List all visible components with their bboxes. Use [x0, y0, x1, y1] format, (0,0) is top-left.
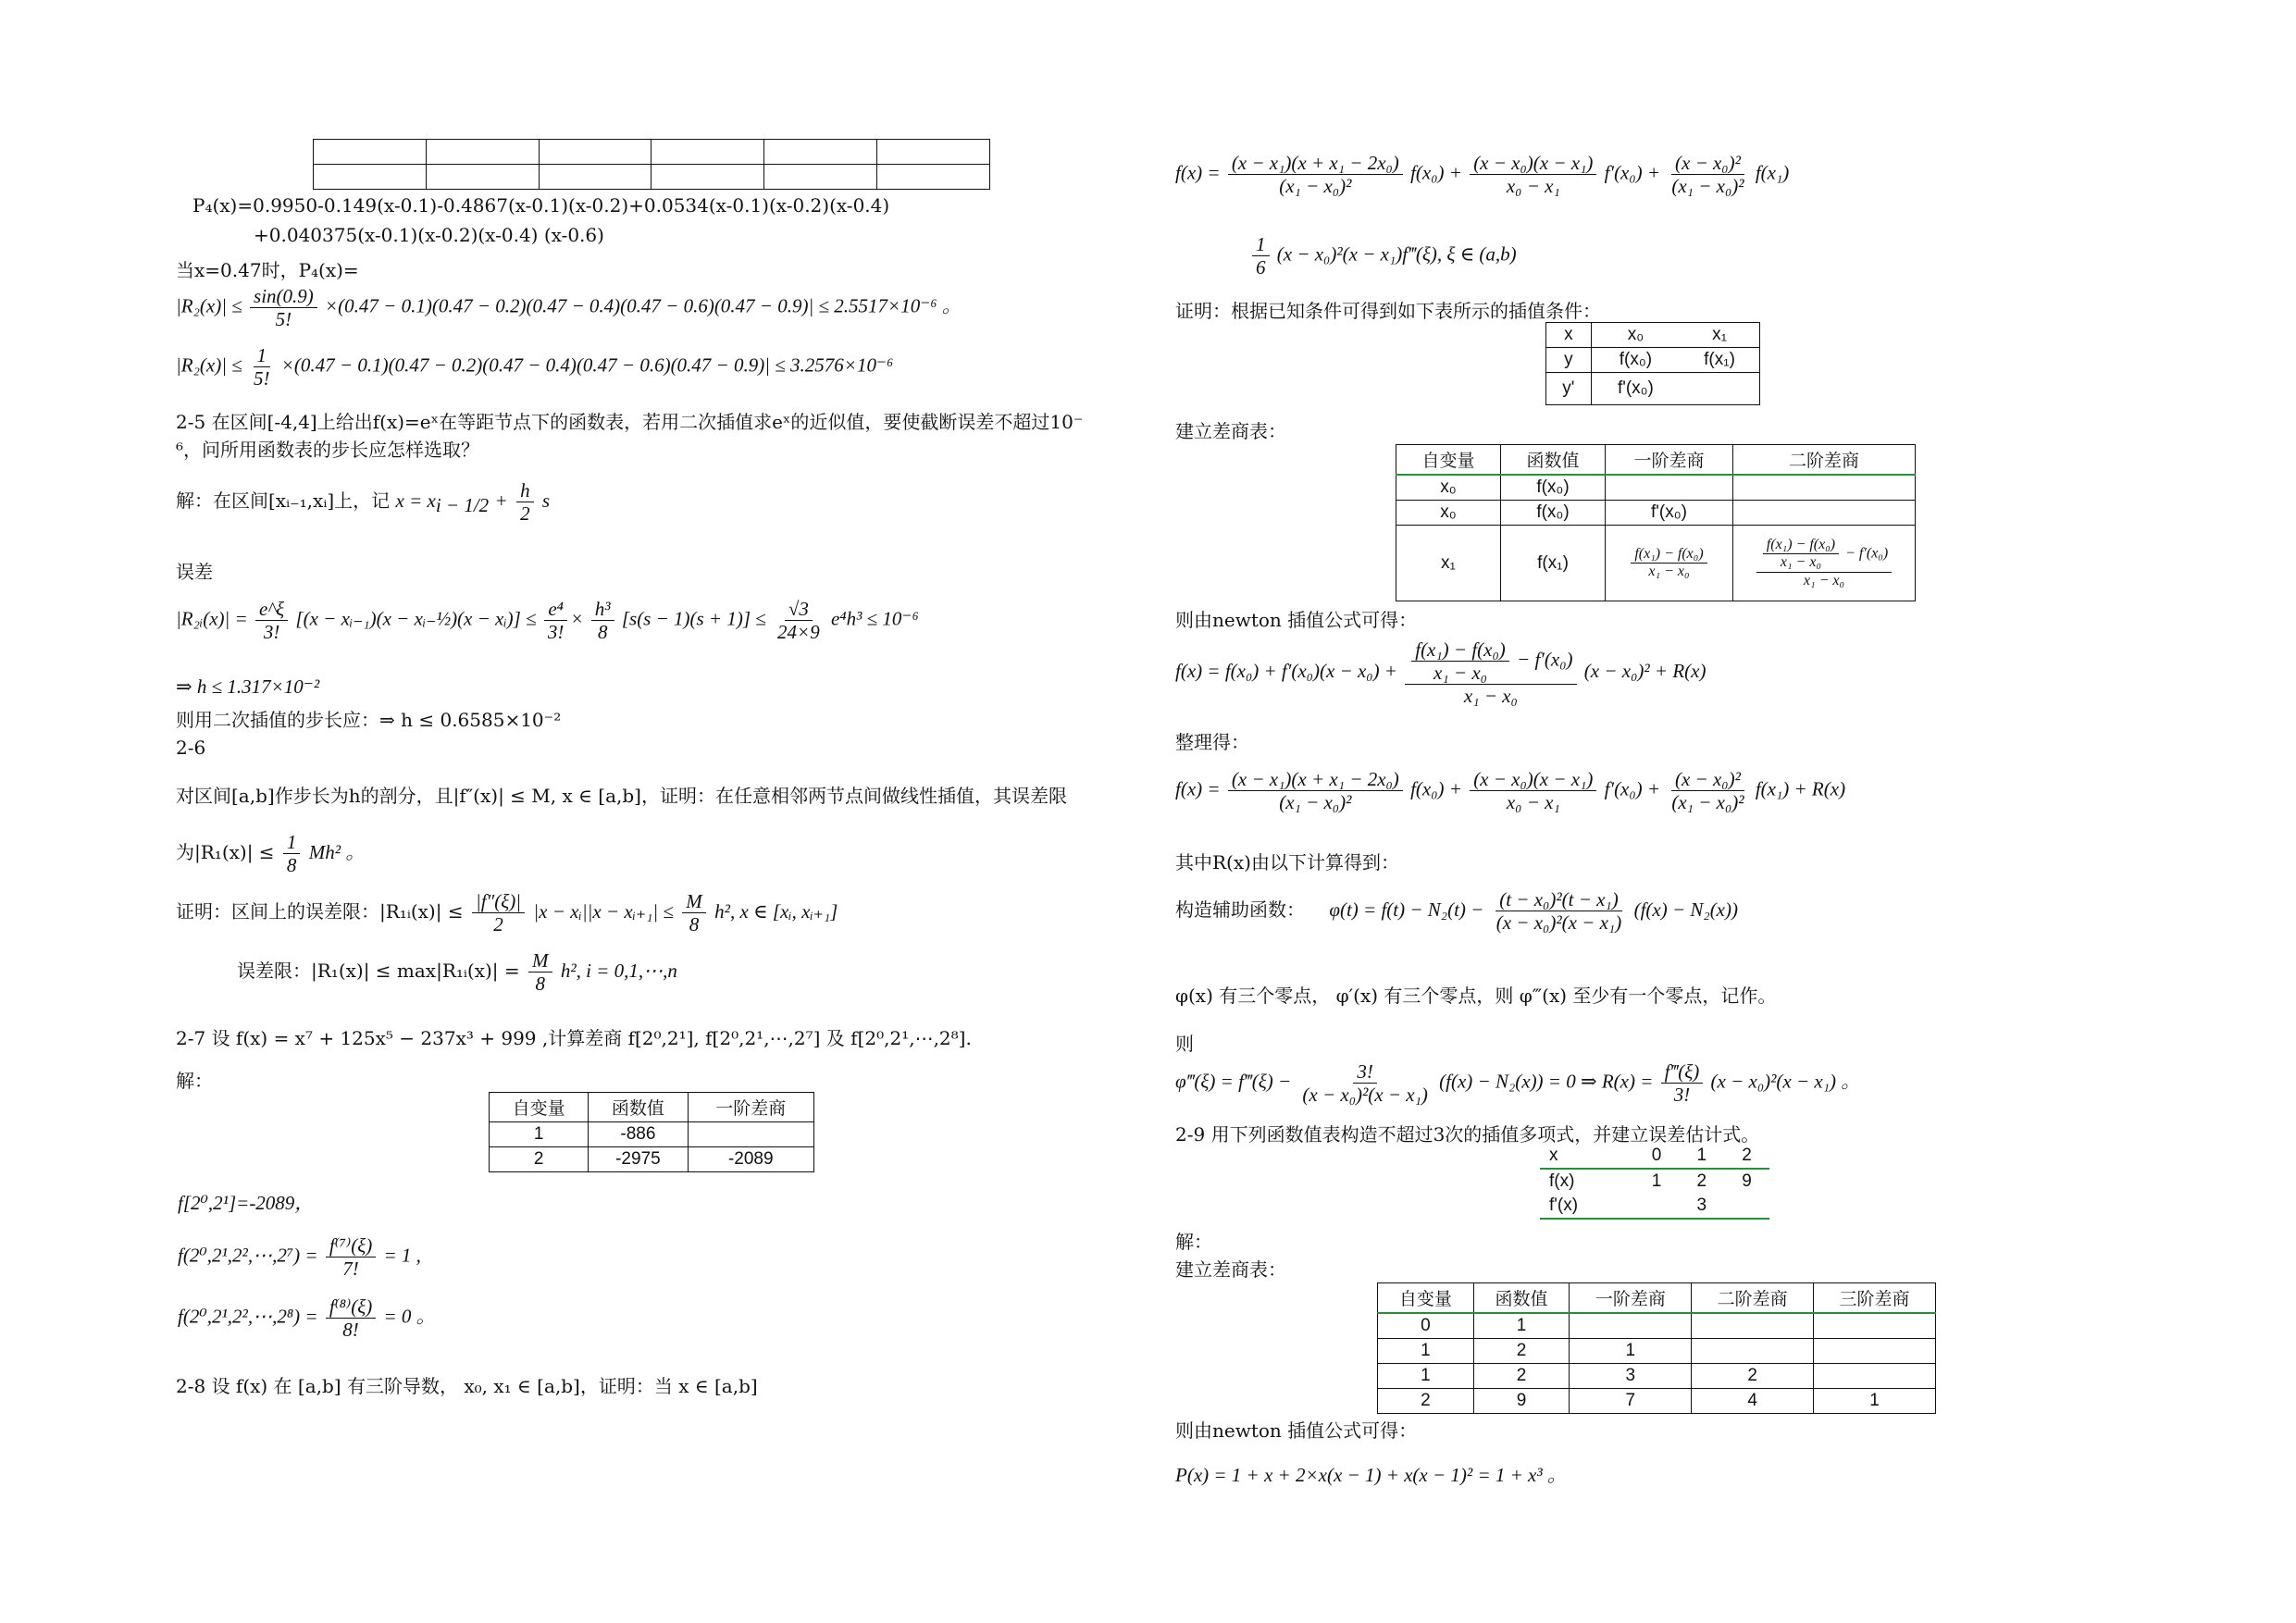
simp-t2-f: f′(x₀) +: [1604, 777, 1661, 800]
d1-num: f(x₁) − f(x₀): [1631, 546, 1706, 564]
cell: 1: [1814, 1389, 1936, 1414]
cell: [1692, 1339, 1814, 1364]
r2-b-frac: [250, 344, 274, 390]
cell: 1: [1570, 1339, 1692, 1364]
cell: 1: [1473, 1313, 1570, 1339]
cell: x₁: [1396, 526, 1501, 601]
empty-value-table: [313, 139, 990, 190]
proof-m-frac: [682, 890, 706, 935]
cell: 2: [1696, 1171, 1707, 1191]
table-row: [1546, 323, 1760, 348]
first-order-difference-cell: [1606, 526, 1733, 601]
cell: 2: [1473, 1339, 1570, 1364]
when-x-line: 当x=0.47时，P₄(x)=: [176, 259, 359, 281]
r2-b-num: 1: [254, 344, 271, 367]
d2-frac: [1756, 537, 1892, 589]
cell: [1634, 1194, 1680, 1219]
error-bound-2-6: [237, 949, 677, 995]
newton-inner-frac: [1411, 638, 1509, 684]
table-row: [1378, 1364, 1936, 1389]
d2-num: [1756, 537, 1892, 573]
question-2-5-line-2: ⁶，问所用函数表的步长应怎样选取？: [176, 439, 480, 461]
then-label: 则: [1175, 1033, 1194, 1055]
cell: x: [1546, 323, 1592, 348]
eq1-t3-frac: [1668, 152, 1747, 197]
cell: 3: [1679, 1194, 1724, 1219]
cell: x₀: [1396, 475, 1501, 501]
sol-sub: i − 1/2: [435, 494, 490, 517]
newton-inner-den: x₁ − x₀: [1433, 662, 1487, 685]
table-row: [1396, 475, 1916, 501]
simp-t1-frac: [1228, 768, 1403, 813]
hermite-formula: [1175, 152, 1789, 197]
p4-line-1: P₄(x)=0.9950-0.149(x-0.1)-0.4867(x-0.1)(x-0.2)+0.0534(x-0.1)(x-0.2)(x-0.4): [192, 194, 890, 217]
interpolation-condition-table: [1545, 322, 1760, 405]
r2-bound-a: [176, 285, 962, 330]
header-cell: 一阶差商: [1570, 1283, 1692, 1314]
question-2-6-line-1: 对区间[a,b]作步长为h的剖分，且|f″(x)| ≤ M, x ∈ [a,b]，证明：在任意相邻两节点间做线性插值，其误差限: [176, 785, 1067, 807]
auxiliary-function: [1175, 888, 1738, 934]
final-num: 3!: [1353, 1060, 1377, 1084]
build-table-label-2: 建立差商表：: [1175, 1258, 1286, 1281]
r2-b-rest: ×(0.47 − 0.1)(0.47 − 0.2)(0.47 − 0.4)(0.47 − 0.6)(0.47 − 0.9)| ≤ 3.2576×10⁻⁶: [280, 353, 894, 377]
header-cell: 一阶差商: [688, 1093, 813, 1122]
final-tail: (x − x₀)²(x − x₁) 。: [1710, 1070, 1861, 1093]
function-value-table-2-9: [1540, 1144, 1769, 1220]
cell: f(x): [1549, 1171, 1575, 1191]
err-mid: [(x − xᵢ₋₁)(x − xᵢ₋½)(x − xᵢ)] ≤: [295, 607, 537, 630]
solution-label-2-7: 解：: [176, 1070, 213, 1092]
cell: 4: [1692, 1389, 1814, 1414]
eq1-t2-num: (x − x₀)(x − x₁): [1470, 152, 1596, 175]
err-e4-den: 3!: [547, 621, 565, 644]
eq2-den: 6: [1256, 256, 1266, 279]
simplify-label: 整理得：: [1175, 731, 1249, 753]
newton-lhs: f(x) = f(x₀) + f′(x₀)(x − x₀) +: [1175, 660, 1397, 683]
r2-a-lhs: |R₂(x)| ≤: [176, 294, 242, 317]
sol-h: h: [516, 479, 534, 502]
table-row: [314, 140, 990, 165]
interpolation-polynomial: P(x) = 1 + x + 2×x(x − 1) + x(x − 1)² = 1 + x³ 。: [1175, 1464, 1567, 1486]
proof-tail: h², x ∈ [xᵢ, xᵢ₊₁]: [714, 900, 838, 923]
table-row: [1540, 1144, 1769, 1169]
header-cell: 函数值: [1501, 445, 1606, 476]
bound-tail: h², i = 0,1,⋯,n: [560, 960, 677, 983]
simp-t3-den: (x₁ − x₀)²: [1671, 791, 1744, 814]
cell: y': [1546, 373, 1592, 405]
f08-num: f⁽⁸⁾(ξ): [326, 1295, 376, 1319]
simp-t3-num: (x − x₀)²: [1671, 768, 1744, 791]
header-cell: 自变量: [1378, 1283, 1474, 1314]
h-result: ⇒ h ≤ 1.317×10⁻²: [176, 675, 320, 698]
err-e4-num: e⁴: [544, 598, 567, 621]
proof-num: |f″(ξ)|: [472, 890, 525, 913]
proof-frac: [472, 890, 525, 935]
proof-den: 2: [493, 913, 503, 936]
err-s: [s(s − 1)(s + 1)] ≤: [621, 607, 766, 630]
cell: f(x₀): [1501, 475, 1606, 501]
header-cell: 自变量: [490, 1093, 589, 1122]
solution-label-2-9: 解：: [1175, 1231, 1212, 1253]
sol-plus: +: [494, 489, 508, 513]
final-den: (x − x₀)²(x − x₁): [1302, 1084, 1428, 1107]
f07-result: [178, 1234, 421, 1280]
bound-den: 8: [535, 973, 546, 996]
table-row: [314, 165, 990, 190]
aux-lhs: φ(t) = f(t) − N₂(t) −: [1329, 898, 1484, 922]
cell: 3: [1570, 1364, 1692, 1389]
header-cell: 一阶差商: [1606, 445, 1733, 476]
err-frac: [255, 598, 288, 643]
newton-num: [1405, 638, 1576, 685]
r2-b-den: 5!: [254, 367, 270, 390]
rx-label: 其中R(x)由以下计算得到：: [1175, 851, 1399, 873]
aux-label: 构造辅助函数：: [1175, 898, 1305, 922]
proof-2-6: [176, 890, 838, 935]
simp-t1-num: (x − x₁)(x + x₁ − 2x₀): [1228, 768, 1403, 791]
cell: x₀: [1396, 501, 1501, 526]
f08-tail: = 0 。: [383, 1305, 436, 1328]
table-row: [490, 1122, 814, 1147]
table-row: [1540, 1194, 1769, 1219]
simp-t1-den: (x₁ − x₀)²: [1279, 791, 1352, 814]
newton-den: x₁ − x₀: [1463, 685, 1518, 708]
header-cell: 二阶差商: [1733, 445, 1916, 476]
difference-table-2-7: [489, 1092, 814, 1172]
r2-a-num: sin(0.9): [250, 285, 317, 308]
cell: 1: [1651, 1171, 1662, 1191]
d2-inner-den: x₁ − x₀: [1780, 554, 1822, 571]
d1-frac: [1631, 546, 1706, 581]
table-row: [1378, 1313, 1936, 1339]
header-cell: 函数值: [1473, 1283, 1570, 1314]
final-lhs: φ‴(ξ) = f‴(ξ) −: [1175, 1070, 1292, 1093]
d2-den: x₁ − x₀: [1803, 572, 1845, 588]
eq1-t2-frac: [1470, 152, 1596, 197]
simp-t3-frac: [1668, 768, 1747, 813]
d1-den: x₁ − x₀: [1648, 564, 1690, 579]
q26-suffix: Mh² 。: [308, 841, 366, 864]
newton-tail: (x − x₀)² + R(x): [1583, 660, 1706, 683]
simp-t1-f: f(x₀) +: [1410, 777, 1462, 800]
cell: 1: [1378, 1364, 1474, 1389]
cell: f'(x): [1540, 1194, 1634, 1219]
f08-prefix: f(2⁰,2¹,2²,⋯,2⁸) =: [178, 1305, 318, 1328]
proof-mid: |x − xᵢ||x − xᵢ₊₁| ≤: [533, 900, 674, 923]
eq2-frac: [1252, 233, 1270, 279]
err-sqrt-num: √3: [785, 598, 813, 621]
err-sqrt-den: 24×9: [777, 621, 820, 644]
eq2-tail: (x − x₀)²(x − x₁)f‴(ξ), ξ ∈ (a,b): [1276, 242, 1517, 266]
difference-table-2-9: [1377, 1282, 1936, 1414]
r2-a-frac: [250, 285, 317, 330]
final-frac: [1298, 1060, 1432, 1106]
bound-num: M: [528, 949, 552, 973]
cell: 0: [1378, 1313, 1474, 1339]
header-cell: 三阶差商: [1814, 1283, 1936, 1314]
final-mid: (f(x) − N₂(x)) = 0 ⇒ R(x) =: [1439, 1070, 1654, 1093]
table-row: [1540, 1169, 1769, 1194]
proof-prefix: 证明：区间上的误差限：|R₁ᵢ(x)| ≤: [176, 900, 464, 923]
cell: 1: [1378, 1339, 1474, 1364]
final-r-den: 3!: [1673, 1084, 1691, 1107]
cell: [1570, 1313, 1692, 1339]
eq1-t2-f: f′(x₀) +: [1604, 161, 1661, 184]
table-row: [1396, 501, 1916, 526]
cell: [1680, 373, 1759, 405]
cell: 2: [1692, 1364, 1814, 1389]
q26-num: 1: [283, 831, 301, 854]
table-row: [490, 1147, 814, 1172]
proof-m-num: M: [682, 890, 706, 913]
r2-a-den: 5!: [275, 308, 292, 331]
sol-s: s: [541, 489, 551, 513]
table-header-row: [1396, 445, 1916, 476]
cell: -2089: [688, 1147, 813, 1172]
cell: [1814, 1313, 1936, 1339]
difference-table-2-8: [1396, 444, 1916, 601]
aux-tail: (f(x) − N₂(x)): [1633, 898, 1738, 922]
cell: f'(x₀): [1591, 373, 1680, 405]
cell: -886: [589, 1122, 688, 1147]
cell: x₀: [1591, 323, 1680, 348]
h-conclusion: 则用二次插值的步长应：⇒ h ≤ 0.6585×10⁻²: [176, 709, 562, 731]
err-lhs: |R₂ᵢ(x)| =: [176, 607, 248, 630]
newton-label-2: 则由newton 插值公式可得：: [1175, 1419, 1418, 1442]
error-label: 误差: [176, 561, 213, 583]
d2-inner-frac: [1763, 537, 1839, 572]
newton-formula: [1175, 638, 1706, 707]
f07-tail: = 1 ,: [383, 1244, 421, 1267]
cell: x: [1540, 1144, 1634, 1169]
q26-prefix: 为|R₁(x)| ≤: [176, 841, 275, 864]
eq1-t3-den: (x₁ − x₀)²: [1671, 175, 1744, 198]
question-2-5-line-1: 2-5 在区间[-4,4]上给出f(x)=eˣ在等距节点下的函数表，若用二次插值求eˣ的近似值，要使截断误差不超过10⁻: [176, 411, 1084, 433]
newton-frac: [1405, 638, 1576, 707]
f07-prefix: f(2⁰,2¹,2²,⋯,2⁷) =: [178, 1244, 318, 1267]
cell: [1814, 1364, 1936, 1389]
cell: [1606, 475, 1733, 501]
simp-t2-den: x₀ − x₁: [1506, 791, 1560, 814]
err-frac-den: 3!: [263, 621, 280, 644]
cell: 2: [1378, 1389, 1474, 1414]
r2-a-rest: ×(0.47 − 0.1)(0.47 − 0.2)(0.47 − 0.4)(0.47 − 0.6)(0.47 − 0.9)| ≤ 2.5517×10⁻⁶ 。: [325, 294, 962, 317]
eq1-lhs: f(x) =: [1175, 161, 1221, 184]
cell: 0: [1634, 1144, 1680, 1169]
build-table-label: 建立差商表：: [1175, 420, 1286, 442]
d2-minus: − f′(x₀): [1845, 545, 1889, 562]
proof-intro-2-8: 证明：根据已知条件可得到如下表所示的插值条件：: [1175, 300, 1601, 322]
cell: f'(x₀): [1606, 501, 1733, 526]
table-row: [1378, 1339, 1936, 1364]
eq1-t3-f: f(x₁): [1755, 161, 1790, 184]
eq1-t1-num: (x − x₁)(x + x₁ − 2x₀): [1228, 152, 1403, 175]
err-frac-num: e^ξ: [255, 598, 288, 621]
r2-bound-b: [176, 344, 893, 390]
eq1-t2-den: x₀ − x₁: [1506, 175, 1560, 198]
simplified-formula: [1175, 768, 1845, 813]
bound-prefix: 误差限：|R₁(x)| ≤ max|R₁ᵢ(x)| =: [237, 960, 520, 983]
solution-prefix: 解：在区间[xᵢ₋₁,xᵢ]上，记: [176, 489, 391, 513]
simp-t2-frac: [1470, 768, 1596, 813]
proof-m-den: 8: [689, 913, 700, 936]
cell: 1: [1679, 1144, 1724, 1169]
cell: [1733, 475, 1916, 501]
sol-x: x = x: [395, 489, 436, 513]
d2-inner-num: f(x₁) − f(x₀): [1763, 537, 1839, 554]
err-sqrt-frac: [774, 598, 824, 643]
err-h3-num: h³: [591, 598, 614, 621]
cell: 7: [1570, 1389, 1692, 1414]
eq2-num: 1: [1252, 233, 1270, 256]
f07-num: f⁽⁷⁾(ξ): [326, 1234, 376, 1258]
p4-line-2: +0.040375(x-0.1)(x-0.2)(x-0.4) (x-0.6): [254, 224, 604, 246]
err-h3-frac: [591, 598, 614, 643]
cell: 2: [1473, 1364, 1570, 1389]
q26-den: 8: [286, 854, 297, 877]
simp-t2-num: (x − x₀)(x − x₁): [1470, 768, 1596, 791]
simp-lhs: f(x) =: [1175, 777, 1221, 800]
cell: 9: [1473, 1389, 1570, 1414]
header-cell: 函数值: [589, 1093, 688, 1122]
cell: [1733, 501, 1916, 526]
cell: 2: [1724, 1144, 1769, 1169]
aux-den: (x − x₀)²(x − x₁): [1496, 911, 1622, 935]
header-cell: 二阶差商: [1692, 1283, 1814, 1314]
cell: 1: [490, 1122, 589, 1147]
bound-frac: [528, 949, 552, 995]
question-2-6-line-2: [176, 831, 365, 876]
cell: f(x₁): [1680, 348, 1759, 373]
f07-den: 7!: [342, 1258, 359, 1281]
cell: [1692, 1313, 1814, 1339]
cell: -2975: [589, 1147, 688, 1172]
err-e4-frac: [544, 598, 568, 643]
question-2-7: 2-7 设 f(x) = x⁷ + 125x⁵ − 237x³ + 999 ,计算差商 f[2⁰,2¹], f[2⁰,2¹,⋯,2⁷] 及 f[2⁰,2¹,⋯,2⁸].: [176, 1027, 972, 1049]
cell: f(x₁): [1501, 526, 1606, 601]
zeros-statement: φ(x) 有三个零点， φ′(x) 有三个零点，则 φ‴(x) 至少有一个零点，记作。: [1175, 985, 1777, 1007]
cell: [1814, 1339, 1936, 1364]
r2-b-lhs: |R₂(x)| ≤: [176, 353, 242, 377]
err-h3-den: 8: [597, 621, 608, 644]
second-order-difference-cell: [1733, 526, 1916, 601]
newton-inner-num: f(x₁) − f(x₀): [1411, 638, 1509, 662]
q26-frac: [283, 831, 301, 876]
simp-t3-f: f(x₁) + R(x): [1755, 777, 1846, 800]
f08-frac: [326, 1295, 376, 1341]
sol-h-frac: [516, 479, 534, 525]
aux-frac: [1493, 888, 1626, 934]
cell: f(x₀): [1501, 501, 1606, 526]
table-row: [1378, 1389, 1936, 1414]
table-header-row: [490, 1093, 814, 1122]
f08-den: 8!: [342, 1319, 359, 1342]
sol-2: 2: [520, 502, 530, 526]
newton-label: 则由newton 插值公式可得：: [1175, 609, 1418, 631]
newton-minus: − f′(x₀): [1517, 648, 1573, 671]
cell: [688, 1122, 813, 1147]
hermite-remainder: [1249, 233, 1517, 279]
question-2-6-title: 2-6: [176, 737, 206, 759]
eq1-t3-num: (x − x₀)²: [1671, 152, 1744, 175]
question-2-9: 2-9 用下列函数值表构造不超过3次的插值多项式，并建立误差估计式。: [1175, 1123, 1760, 1146]
table-row: [1396, 526, 1916, 601]
table-header-row: [1378, 1283, 1936, 1314]
f07-frac: [326, 1234, 376, 1280]
header-cell: 自变量: [1396, 445, 1501, 476]
final-r-num: f‴(ξ): [1661, 1060, 1704, 1084]
table-row: [1546, 348, 1760, 373]
remainder-derivation: [1175, 1060, 1860, 1106]
cell: [1724, 1194, 1769, 1219]
eq1-t1-f: f(x₀) +: [1410, 161, 1462, 184]
aux-num: (t − x₀)²(t − x₁): [1496, 888, 1622, 911]
cell: y: [1546, 348, 1592, 373]
err-tail: e⁴h³ ≤ 10⁻⁶: [830, 607, 919, 630]
f08-result: [178, 1295, 436, 1341]
eq1-t1-frac: [1228, 152, 1403, 197]
question-2-8: 2-8 设 f(x) 在 [a,b] 有三阶导数， x₀, x₁ ∈ [a,b]，证明：当 x ∈ [a,b]: [176, 1375, 758, 1397]
f01-result: f[2⁰,2¹]=-2089，: [178, 1192, 315, 1214]
table-row: [1546, 373, 1760, 405]
cell: 2: [490, 1147, 589, 1172]
final-r-frac: [1661, 1060, 1704, 1106]
eq1-t1-den: (x₁ − x₀)²: [1279, 175, 1352, 198]
solution-2-5-setup: [176, 479, 550, 525]
cell: x₁: [1680, 323, 1759, 348]
cell: 9: [1742, 1171, 1752, 1191]
error-formula: |R₂ᵢ(x)| = $\frac{e\^{}\xi}{3!}$ [(x − xᵢ₋₁)(x − xᵢ₋½)(x − xᵢ)] ≤ $\frac{\text{e⁴}}{3!}$ × $\frac{\text{h³}}{8}$ [s(s − 1)(s + 1)] ≤ $\frac{√3}{24\times 9}$ e⁴h³ ≤ 10⁻⁶: [176, 598, 919, 644]
cell: f(x₀): [1591, 348, 1680, 373]
